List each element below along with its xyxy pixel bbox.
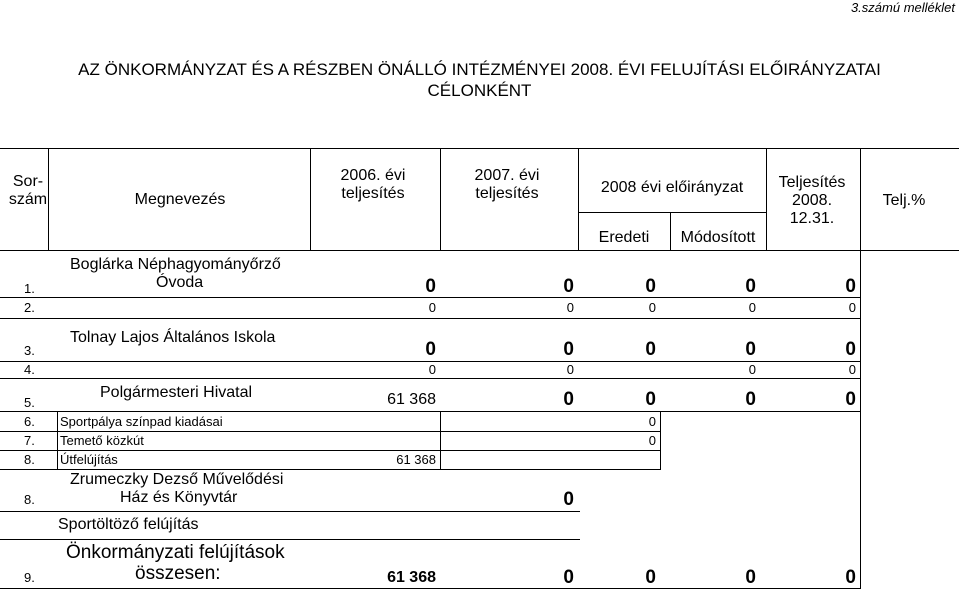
table-top-border [0, 148, 959, 149]
row-8-number: 8. [24, 452, 35, 467]
col-divider-1 [48, 148, 49, 250]
row-line [0, 469, 660, 470]
header-2006-2: teljesítés [341, 185, 405, 202]
row-3-name: Tolnay Lajos Általános Iskola [70, 329, 276, 346]
col-divider-7 [860, 148, 861, 250]
header-2007-1: 2007. évi [474, 167, 540, 184]
row-4-teljesites: 0 [848, 362, 856, 377]
row-4-v2007: 0 [566, 362, 574, 377]
row-7-number: 7. [24, 433, 35, 448]
page-title: AZ ÖNKORMÁNYZAT ÉS A RÉSZBEN ÖNÁLLÓ INTÉZMÉNYEI 2008. ÉVI FELUJÍTÁSI ELŐIRÁNYZATAI [78, 60, 881, 79]
header-modositott: Módosított [680, 229, 756, 246]
header-teljesites-1: Teljesítés [778, 174, 846, 191]
row-7-v2007: 0 [648, 433, 656, 448]
row-1-name-line1: Boglárka Néphagyományőrző [70, 256, 281, 273]
row-4-v2006: 0 [428, 362, 436, 377]
row-5-teljesites: 0 [845, 389, 856, 410]
v2006-col-divider [440, 411, 441, 470]
row-6-name: Sportpálya színpad kiadásai [60, 414, 223, 429]
name-col-divider [57, 411, 58, 470]
row-6-v2007: 0 [648, 414, 656, 429]
row-4-modositott: 0 [748, 362, 756, 377]
header-sub-divider [578, 212, 766, 213]
col-divider-3 [440, 148, 441, 250]
header-telj-pct: Telj.% [882, 192, 926, 209]
row-1-name-line2: Óvoda [156, 274, 204, 291]
row-8b-name-line2: Ház és Könyvtár [120, 489, 238, 506]
col-divider-2 [310, 148, 311, 250]
row-9-v2007: 0 [563, 567, 574, 588]
row-8b-name-line1: Zrumeczky Dezső Művelődési [70, 471, 284, 488]
row-9-v2006: 61 368 [387, 569, 436, 586]
row-3-v2007: 0 [563, 339, 574, 360]
page-title-line2: CÉLONKÉNT [427, 81, 532, 100]
header-sorszam-1: Sor- [12, 173, 44, 190]
row-8-name: Útfelújítás [60, 452, 118, 467]
row-1-v2006: 0 [425, 276, 436, 297]
row-5-name: Polgármesteri Hivatal [100, 384, 253, 401]
row-line [0, 539, 580, 540]
row-5-eredeti: 0 [645, 389, 656, 410]
header-megnevezes: Megnevezés [134, 191, 226, 208]
row-2-number: 2. [24, 300, 35, 315]
row-2-teljesites: 0 [848, 300, 856, 315]
header-teljesites-3: 12.31. [789, 210, 835, 227]
col-divider-4 [578, 148, 579, 250]
row-3-number: 3. [24, 343, 35, 358]
row-1-number: 1. [24, 281, 35, 296]
annex-label: 3.számú melléklet [850, 0, 955, 15]
row-1-eredeti: 0 [645, 276, 656, 297]
row-line [0, 450, 660, 451]
header-2006-1: 2006. évi [340, 167, 406, 184]
row-1-v2007: 0 [563, 276, 574, 297]
row-2-v2006: 0 [428, 300, 436, 315]
row-9-number: 9. [24, 570, 35, 585]
col-divider-6 [766, 148, 767, 250]
row-2-v2007: 0 [566, 300, 574, 315]
row-5-number: 5. [24, 395, 35, 410]
row-1-teljesites: 0 [845, 276, 856, 297]
row-3-modositott: 0 [745, 339, 756, 360]
row-5-modositott: 0 [745, 389, 756, 410]
header-teljesites-2: 2008. [791, 192, 833, 209]
row-9-eredeti: 0 [645, 567, 656, 588]
v2007-col-divider [660, 411, 661, 470]
row-9-name-line1: Önkormányzati felújítások [66, 542, 285, 563]
row-3-v2006: 0 [425, 339, 436, 360]
row-7-name: Temető közkút [60, 433, 144, 448]
row-line [0, 411, 860, 412]
row-9-teljesites: 0 [845, 567, 856, 588]
row-3-eredeti: 0 [645, 339, 656, 360]
right-border [860, 250, 861, 589]
row-8c-name: Sportöltöző felújítás [58, 516, 199, 533]
row-line [0, 511, 580, 512]
row-2-eredeti: 0 [648, 300, 656, 315]
header-2008-eloiranyzat: 2008 évi előirányzat [600, 179, 744, 196]
row-8-v2006: 61 368 [396, 452, 436, 467]
row-2-modositott: 0 [748, 300, 756, 315]
row-line [0, 318, 860, 319]
header-eredeti: Eredeti [598, 229, 650, 246]
row-5-v2007: 0 [563, 389, 574, 410]
col-divider-5 [670, 212, 671, 250]
header-bottom-border [0, 250, 959, 251]
row-5-v2006: 61 368 [387, 391, 436, 408]
row-line [0, 378, 860, 379]
row-1-modositott: 0 [745, 276, 756, 297]
row-9-name-line2: összesen: [135, 563, 221, 584]
row-9-modositott: 0 [745, 567, 756, 588]
row-line [0, 431, 660, 432]
row-8b-v2007: 0 [563, 489, 574, 510]
row-6-number: 6. [24, 414, 35, 429]
row-3-teljesites: 0 [845, 339, 856, 360]
row-4-number: 4. [24, 362, 35, 377]
header-2007-2: teljesítés [475, 185, 539, 202]
row-8b-number: 8. [24, 492, 35, 507]
header-sorszam-2: szám [8, 191, 48, 208]
